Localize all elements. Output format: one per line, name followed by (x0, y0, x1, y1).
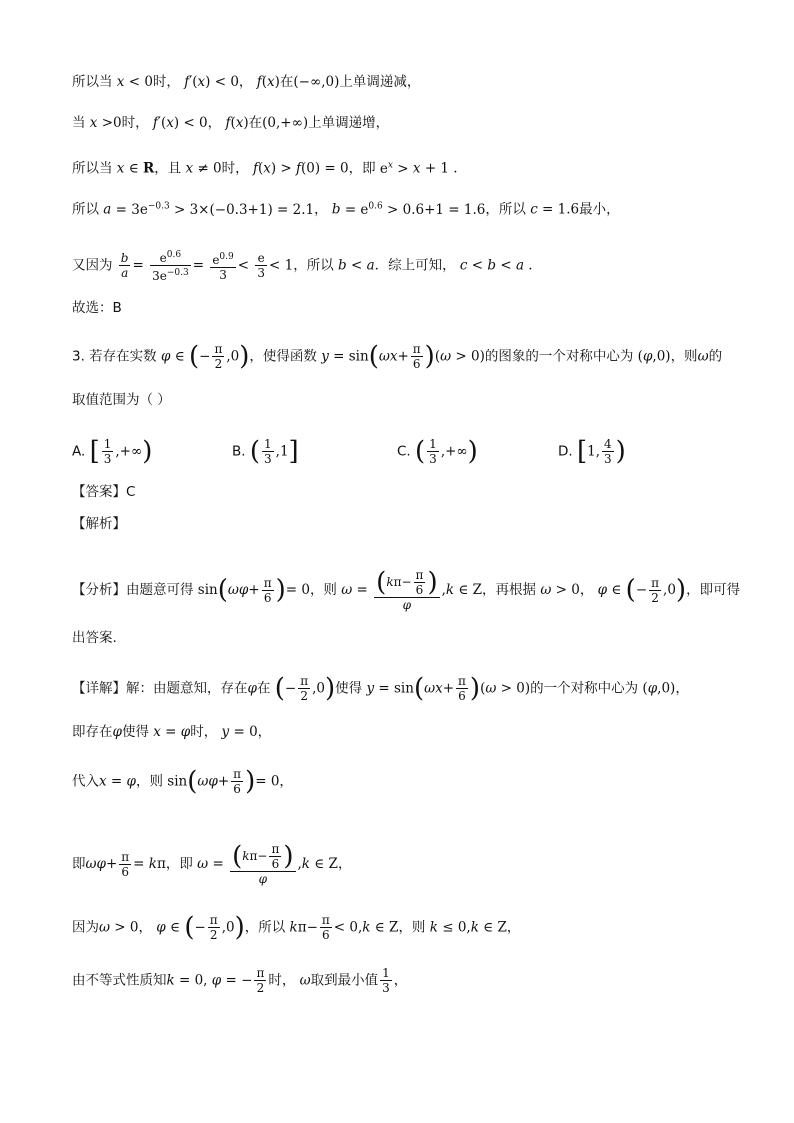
detail-line-6: 由不等式性质知k = 0, φ = − $\frac{\pi}{2}$ 时， ω取到最小值 $\frac{1}{3}$ ， (72, 966, 408, 995)
answer-label: 【答案】C (72, 484, 136, 500)
analysis-text-cont: 出答案. (72, 630, 117, 646)
text-line-5: 又因为 $\frac{b}{a}$ = $\frac{e^{0.6}}{3e^{-0.3}}$ = $\frac{e^{0.9}}{3}$ < $\frac{e}{3}$ < 1，所以 b < a．综上可知， c < b < a . (72, 250, 533, 283)
detail-line-2: 即存在φ使得 x = φ时， y = 0， (72, 724, 272, 740)
analysis-label: 【解析】 (72, 516, 126, 532)
option-a: A. [ $\frac{1}{3}$ ,+∞) (72, 436, 153, 467)
question-3-stem-cont: 取值范围为（ ） (72, 392, 171, 408)
option-b: B. ( $\frac{1}{3}$ ,1] (232, 436, 299, 467)
detail-line-4: 即ωφ+ $\frac{\pi}{6}$ = kπ，即 ω = (kπ− $\frac{\pi}{6}$ ) φ ,k ∈ Z， (72, 841, 352, 886)
text-line-3: 所以当 x ∈ R，且 x ≠ 0时， f(x) > f(0) = 0，即 $e^x > x + 1$ . (72, 160, 458, 177)
detail-line-5: 因为ω > 0， φ ∈ (− $\frac{\pi}{2}$ ,0)，所以 kπ− $\frac{\pi}{6}$ < 0,k ∈ Z，则 k ≤ 0,k ∈ Z， (72, 912, 521, 943)
question-3-stem: 3. 若存在实数 φ ∈ (− $\frac{\pi}{2}$ ,0)，使得函数 y = sin(ωx+ $\frac{\pi}{6}$ )(ω > 0)的图象的一个对称中心为 (φ,0)，则ω的 (72, 341, 723, 372)
text-line-2: 当 x >0时， f′(x) < 0， f(x)在(0,+∞)上单调递增， (72, 115, 390, 131)
analysis-text: 【分析】由题意可得 sin(ωφ+ $\frac{\pi}{6}$ )= 0，则 ω = (kπ− $\frac{\pi}{6}$ ) φ ,k ∈ Z，再根据 ω > 0， φ ∈ (− $\frac{\pi}{2}$ ,0)，即可得 (72, 567, 741, 612)
detail-line-3: 代入x = φ，则 sin(ωφ+ $\frac{\pi}{6}$ )= 0， (72, 766, 293, 797)
option-c: C. ( $\frac{1}{3}$ ,+∞) (397, 436, 478, 467)
text-line-1: 所以当 x < 0时， f′(x) < 0， f(x)在(−∞,0)上单调递减， (72, 74, 421, 90)
detail-line-1: 【详解】解：由题意知，存在φ在 (− $\frac{\pi}{2}$ ,0)使得 y = sin(ωx+ $\frac{\pi}{6}$ )(ω > 0)的一个对称中心为 (φ,0)， (72, 673, 689, 704)
option-d: D. [1, $\frac{4}{3}$ ) (558, 436, 626, 467)
text-line-4: 所以 $a = 3e^{-0.3} > 3\times(-0.3+1) = 2.1$， $b = e^{0.6} > 0.6+1 = 1.6$，所以 c = 1.6最小， (72, 201, 620, 218)
answer-choice-line: 故选：B (72, 300, 122, 316)
